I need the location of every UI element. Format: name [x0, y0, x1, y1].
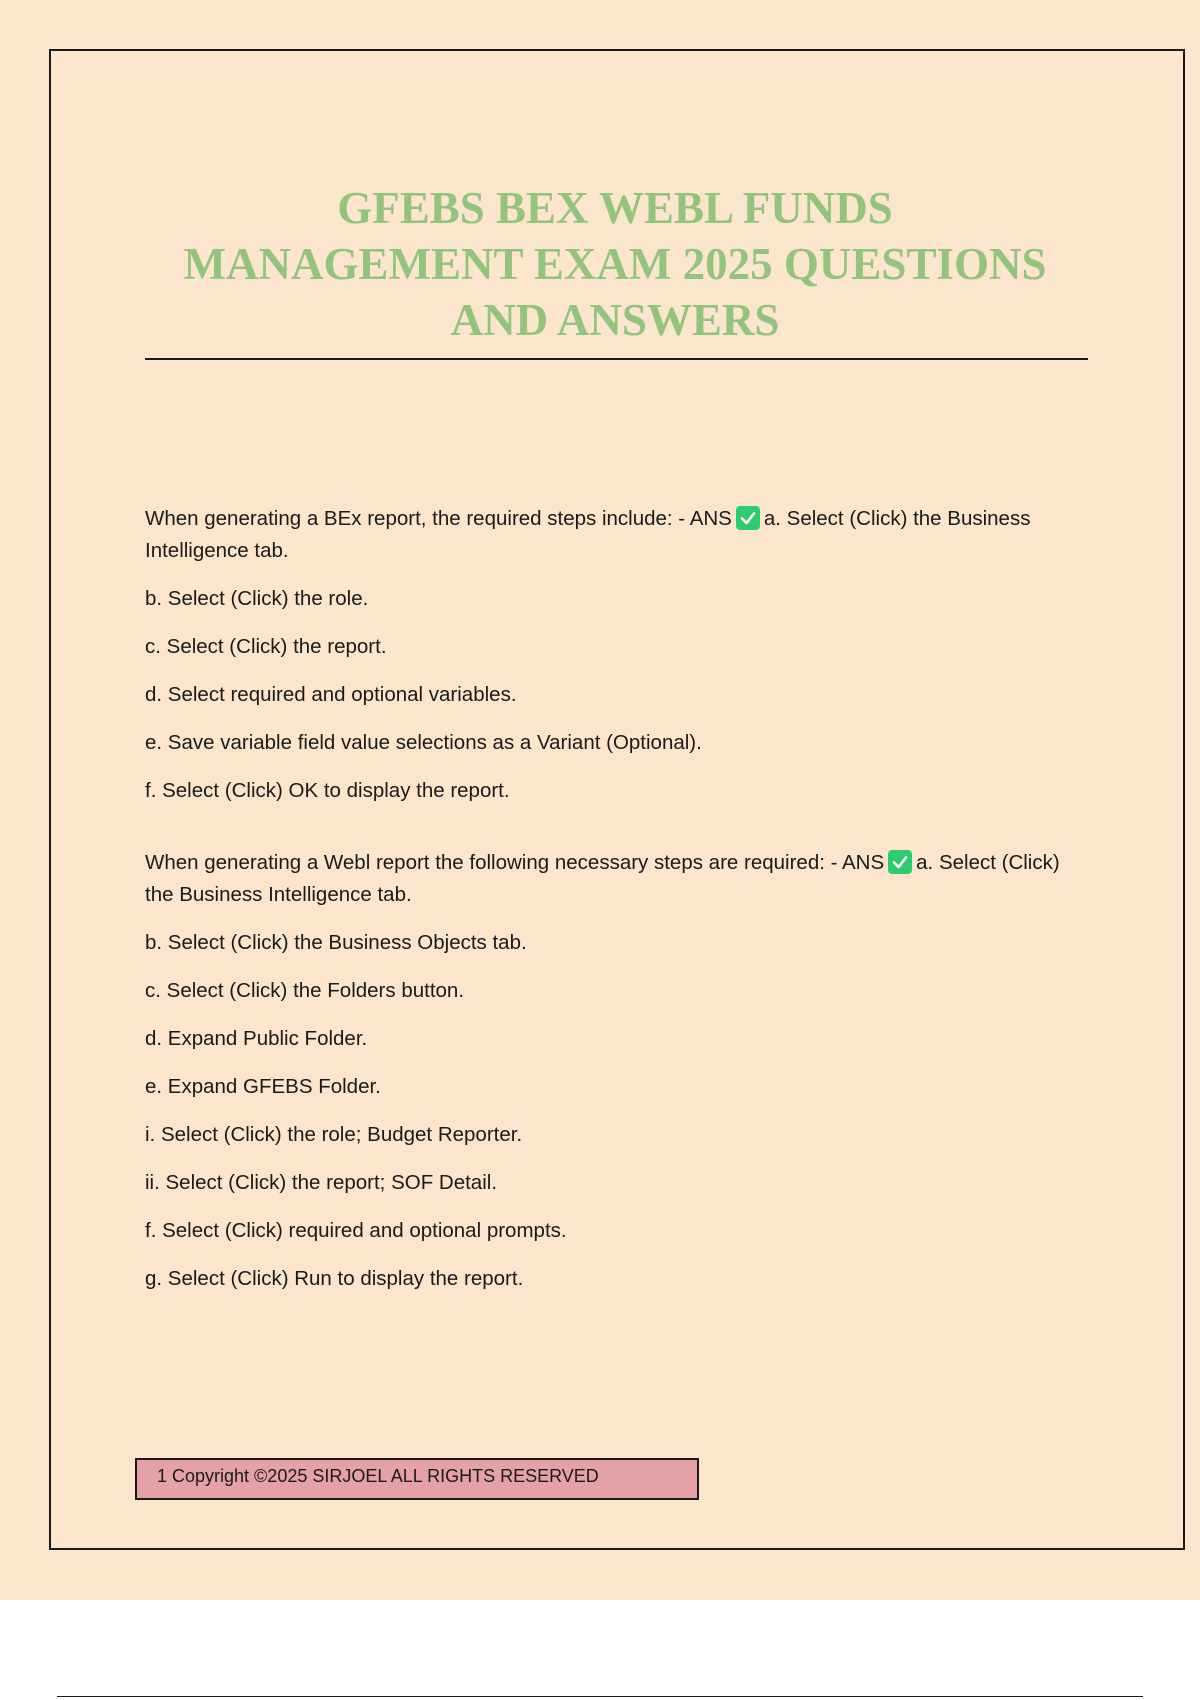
question-text	[145, 503, 1090, 567]
answer-step: f. Select (Click) required and optional prompts.	[145, 1219, 567, 1242]
answer-step: e. Expand GFEBS Folder.	[145, 1075, 381, 1098]
answer-step: i. Select (Click) the role; Budget Reporter.	[145, 1123, 523, 1146]
question-block-webi	[145, 847, 1090, 1295]
check-mark-icon	[736, 506, 760, 530]
next-page-divider	[57, 1696, 1143, 1697]
title-divider	[145, 358, 1088, 360]
question-block-bex	[145, 503, 1090, 807]
copyright-text: 1 Copyright ©2025 SIRJOEL ALL RIGHTS RESERVED	[157, 1466, 599, 1486]
answer-first-step: a. Select (Click) the Business Intelligence tab.	[145, 507, 1031, 562]
answer-step: c. Select (Click) the Folders button.	[145, 979, 465, 1002]
check-mark-icon	[888, 850, 912, 874]
document-title	[100, 180, 1130, 348]
title-line: MANAGEMENT EXAM 2025 QUESTIONS	[183, 239, 1047, 289]
answer-step: g. Select (Click) Run to display the report.	[145, 1267, 524, 1290]
title-line: AND ANSWERS	[450, 295, 780, 345]
answer-step: d. Expand Public Folder.	[145, 1027, 368, 1050]
answer-step: f. Select (Click) OK to display the report.	[145, 779, 510, 802]
question-text	[145, 847, 1090, 911]
question-prompt: When generating a Webl report the following necessary steps are required: - ANS	[145, 851, 885, 874]
answer-step: b. Select (Click) the Business Objects tab.	[145, 931, 527, 954]
answer-step: b. Select (Click) the role.	[145, 587, 369, 610]
questions-section	[145, 503, 1090, 1335]
question-prompt: When generating a BEx report, the required steps include: - ANS	[145, 507, 732, 530]
copyright-footer	[135, 1458, 699, 1500]
answer-step: ii. Select (Click) the report; SOF Detail.	[145, 1171, 498, 1194]
answer-step: e. Save variable field value selections as a Variant (Optional).	[145, 731, 702, 754]
answer-first-step: a. Select (Click) the Business Intelligence tab.	[145, 851, 1060, 906]
answer-step: c. Select (Click) the report.	[145, 635, 387, 658]
title-line: GFEBS BEX WEBL FUNDS	[337, 183, 893, 233]
answer-step: d. Select required and optional variables.	[145, 683, 517, 706]
